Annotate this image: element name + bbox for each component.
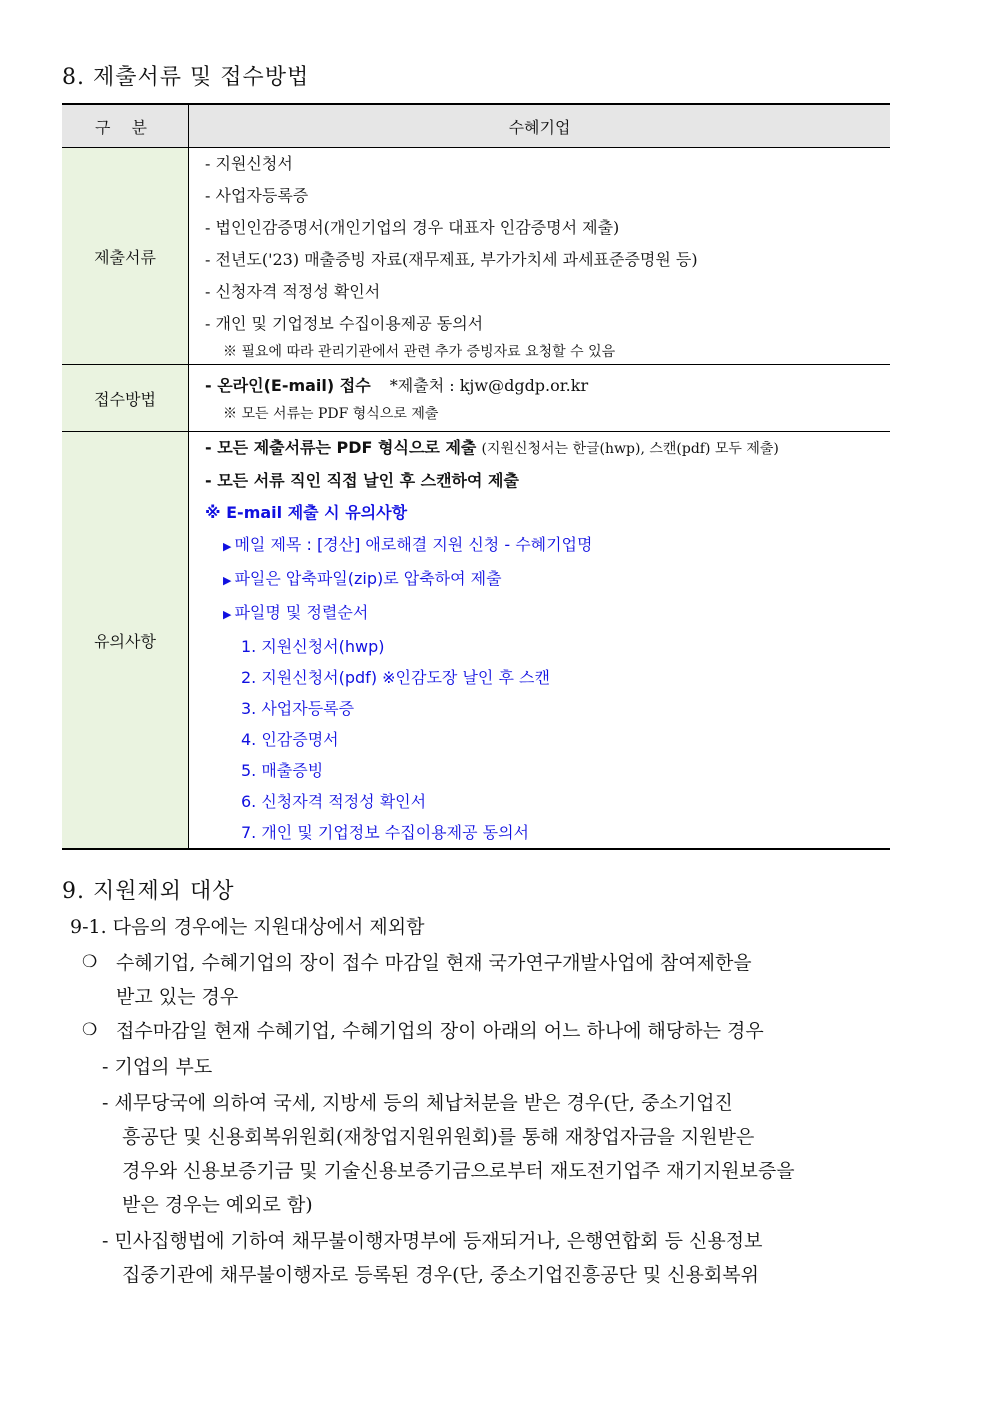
doc-item: - 신청자격 적정성 확인서	[205, 282, 381, 301]
exclusion-detail-3	[102, 1224, 892, 1292]
triangle-right-icon: ▶	[223, 540, 232, 553]
email-notice-title: ※ E-mail 제출 시 유의사항	[205, 503, 408, 522]
triangle-right-icon: ▶	[223, 608, 232, 621]
header-beneficiary: 수혜기업	[189, 104, 891, 148]
method-email: *제출처 : kjw@dgdp.or.kr	[389, 376, 589, 395]
notice-pdf-detail: (지원신청서는 한글(hwp), 스캔(pdf) 모두 제출)	[481, 441, 779, 457]
paragraph-line: 경우와 신용보증기금 및 기술신용보증기금으로부터 재도전기업주 재기지원보증을	[122, 1160, 795, 1182]
file-order-item: 3. 사업자등록증	[241, 699, 355, 718]
exclusion-item-1	[116, 946, 891, 1014]
table-header-row	[62, 104, 890, 148]
circle-bullet-icon: ❍	[82, 1020, 98, 1040]
triangle-right-icon: ▶	[223, 574, 232, 587]
paragraph-line: 접수마감일 현재 수혜기업, 수혜기업의 장이 아래의 어느 하나에 해당하는 경우	[116, 1020, 764, 1042]
notice-line-seal: - 모든 서류 직인 직접 날인 후 스캔하여 제출	[205, 471, 519, 490]
doc-item: - 법인인감증명서(개인기업의 경우 대표자 인감증명서 제출)	[205, 218, 620, 237]
method-note: ※ 모든 서류는 PDF 형식으로 제출	[223, 406, 439, 422]
exclusion-item-2	[116, 1014, 891, 1048]
paragraph-line: 집중기관에 채무불이행자로 등록된 경우(단, 중소기업진흥공단 및 신용회복위	[122, 1264, 760, 1286]
file-order-item: 5. 매출증빙	[241, 761, 324, 780]
arrow-item	[189, 563, 890, 597]
doc-item: - 개인 및 기업정보 수집이용제공 동의서	[205, 314, 484, 333]
notice-cell	[189, 432, 891, 850]
file-order-item: 4. 인감증명서	[241, 730, 339, 749]
doc-item: - 전년도('23) 매출증빙 자료(재무제표, 부가가치세 과세표준증명원 등)	[205, 250, 698, 269]
header-category: 구 분	[62, 104, 189, 148]
arrow-item-text: 메일 제목 : [경산] 애로해결 지원 신청 - 수혜기업명	[234, 535, 593, 554]
arrow-item	[189, 529, 890, 563]
notice-line-pdf	[189, 432, 890, 465]
paragraph-line: - 민사집행법에 기하여 채무불이행자명부에 등재되거나, 은행연합회 등 신용정보	[102, 1230, 763, 1252]
paragraph-line: 받은 경우는 예외로 함)	[122, 1194, 313, 1216]
file-order-item: 6. 신청자격 적정성 확인서	[241, 792, 427, 811]
file-order-item: 7. 개인 및 기업정보 수집이용제공 동의서	[241, 823, 529, 842]
notice-pdf-bold: - 모든 제출서류는 PDF 형식으로 제출	[205, 438, 477, 457]
method-online: - 온라인(E-mail) 접수	[205, 376, 371, 395]
section-8-title: 8. 제출서류 및 접수방법	[62, 65, 310, 90]
table-row-docs	[62, 148, 890, 365]
docs-cell	[189, 148, 891, 365]
paragraph-line: - 기업의 부도	[102, 1056, 213, 1078]
arrow-item-text: 파일명 및 정렬순서	[234, 603, 369, 622]
row-label-notice: 유의사항	[62, 432, 189, 850]
paragraph-line: 흥공단 및 신용회복위원회(재창업지원위원회)를 통해 재창업자금을 지원받은	[122, 1126, 755, 1148]
doc-item: - 사업자등록증	[205, 186, 309, 205]
submission-table	[62, 103, 890, 850]
row-label-docs: 제출서류	[62, 148, 189, 365]
row-label-method: 접수방법	[62, 365, 189, 432]
file-order-item: 2. 지원신청서(pdf) ※인감도장 날인 후 스캔	[241, 668, 550, 687]
section-9-1-title: 9-1. 다음의 경우에는 지원대상에서 제외함	[70, 916, 425, 938]
doc-item: - 지원신청서	[205, 154, 293, 173]
arrow-item	[189, 597, 890, 631]
method-line	[189, 370, 890, 402]
circle-bullet-icon: ❍	[82, 952, 98, 972]
paragraph-line: 수혜기업, 수혜기업의 장이 접수 마감일 현재 국가연구개발사업에 참여제한을	[116, 952, 752, 974]
paragraph-line: - 세무당국에 의하여 국세, 지방세 등의 체납처분을 받은 경우(단, 중소기업진	[102, 1092, 733, 1114]
arrow-item-text: 파일은 압축파일(zip)로 압축하여 제출	[234, 569, 502, 588]
exclusion-detail-1	[102, 1050, 892, 1084]
paragraph-line: 받고 있는 경우	[116, 986, 239, 1008]
docs-note: ※ 필요에 따라 관리기관에서 관련 추가 증빙자료 요청할 수 있음	[223, 344, 616, 360]
table-row-notice	[62, 432, 890, 850]
file-order-item: 1. 지원신청서(hwp)	[241, 637, 385, 656]
exclusion-detail-2	[102, 1086, 892, 1222]
section-9-title: 9. 지원제외 대상	[62, 879, 235, 904]
table-row-method	[62, 365, 890, 432]
method-cell	[189, 365, 891, 432]
